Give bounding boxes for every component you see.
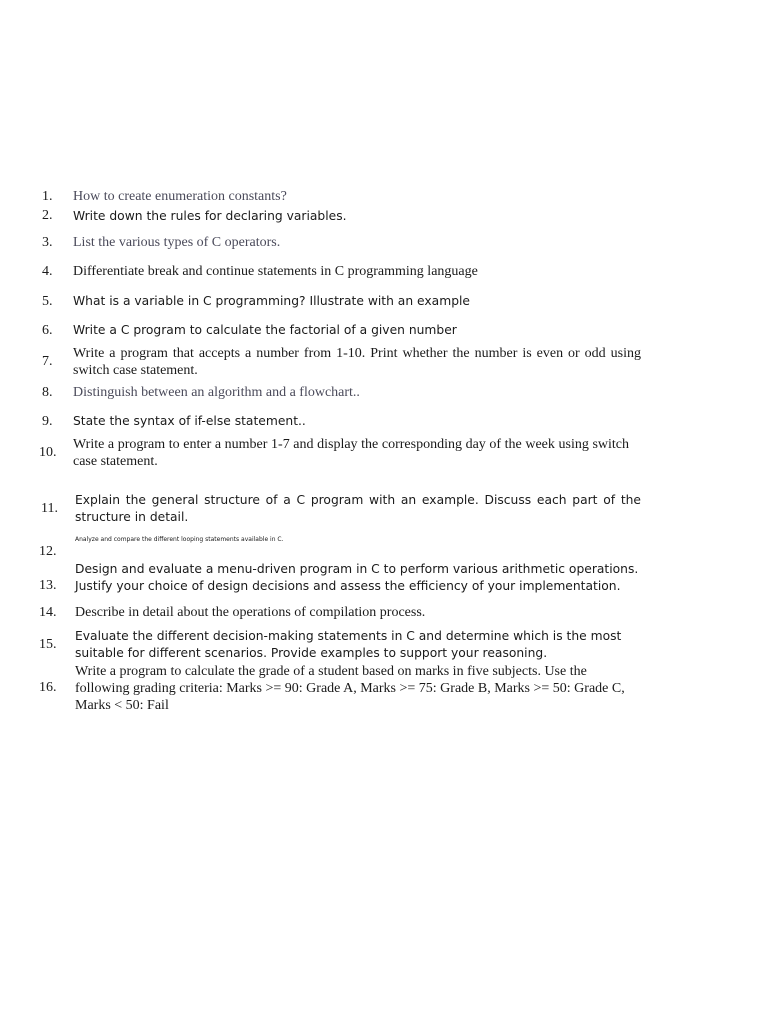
- question-text: Describe in detail about the operations of compilation process.: [75, 605, 426, 620]
- question-number: 6.: [42, 323, 53, 338]
- question-number: 15.: [39, 637, 57, 652]
- question-number: 10.: [39, 445, 57, 460]
- question-number: 13.: [39, 578, 57, 593]
- question-number: 2.: [42, 208, 53, 223]
- question-number: 14.: [39, 605, 57, 620]
- question-text: Write a program to enter a number 1-7 and display the corresponding day of the week using switch case statement.: [73, 437, 629, 469]
- question-text: Write a program that accepts a number from 1-10. Print whether the number is even or odd using switch case statement.: [73, 346, 641, 378]
- question-number: 7.: [42, 354, 53, 369]
- question-number: 8.: [42, 385, 53, 400]
- question-text: Write a program to calculate the grade of a student based on marks in five subjects. Use the following grading criteria: Marks >= 90: Grade A, Marks >= 75: Grade B, Marks >= 50: Grade C, Marks < 50: Fail: [75, 664, 625, 713]
- question-text: Design and evaluate a menu-driven program in C to perform various arithmetic operations. Justify your choice of design decisions and assess the efficiency of your implementation.: [75, 562, 639, 593]
- question-number: 16.: [39, 680, 57, 695]
- question-text: List the various types of C operators.: [73, 235, 281, 250]
- question-text: Explain the general structure of a C program with an example. Discuss each part of the structure in detail.: [75, 493, 641, 524]
- question-text: State the syntax of if-else statement..: [73, 414, 306, 428]
- question-text: Write down the rules for declaring variables.: [73, 209, 347, 223]
- question-text: Write a C program to calculate the factorial of a given number: [73, 323, 457, 337]
- question-text: How to create enumeration constants?: [73, 189, 287, 204]
- question-text: Analyze and compare the different looping statements available in C.: [75, 536, 284, 543]
- question-text: Distinguish between an algorithm and a flowchart..: [73, 385, 360, 400]
- question-text: Evaluate the different decision-making statements in C and determine which is the most suitable for different scenarios. Provide examples to support your reasoning.: [75, 629, 622, 660]
- question-number: 3.: [42, 235, 53, 250]
- question-number: 1.: [42, 189, 53, 204]
- question-number: 12.: [39, 544, 57, 559]
- question-number: 4.: [42, 264, 53, 279]
- question-text: What is a variable in C programming? Illustrate with an example: [73, 294, 470, 308]
- question-number: 5.: [42, 294, 53, 309]
- question-text: Differentiate break and continue statements in C programming language: [73, 264, 478, 279]
- question-number: 9.: [42, 414, 53, 429]
- question-number: 11.: [41, 501, 58, 516]
